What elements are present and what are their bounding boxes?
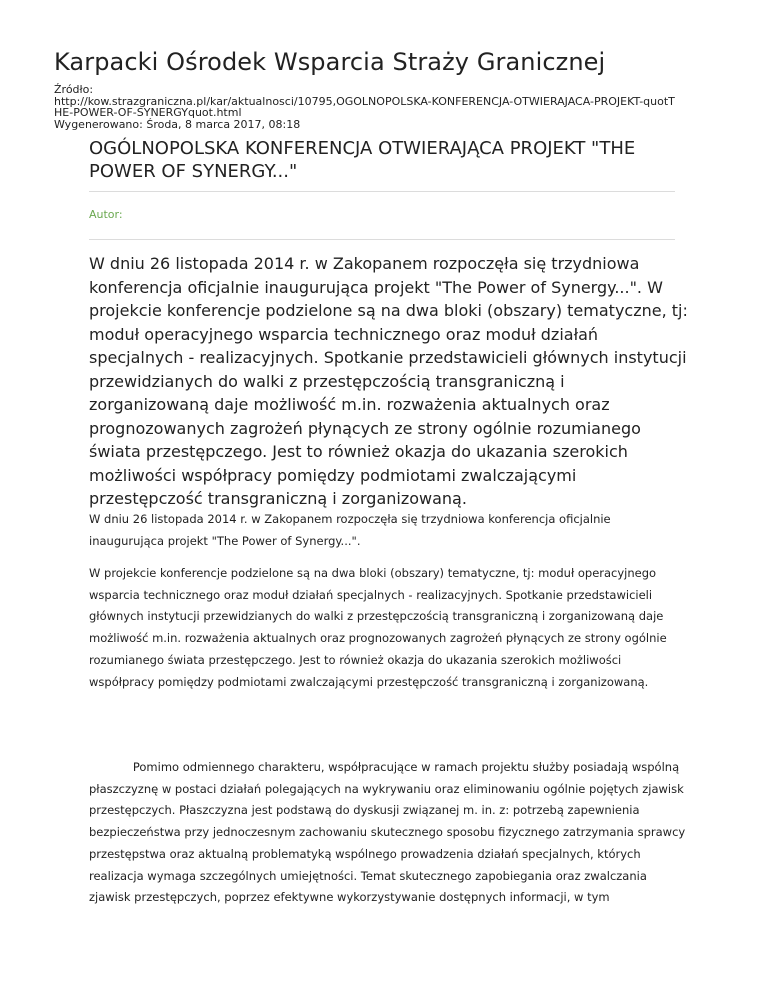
article-title: OGÓLNOPOLSKA KONFERENCJA OTWIERAJĄCA PROJEKT "THE POWER OF SYNERGY..." [89,138,636,182]
article-paragraph-1: W dniu 26 listopada 2014 r. w Zakopanem rozpoczęła się trzydniowa konferencja oficjalnie inaugurująca projekt "The Power of Synergy...". [89,512,611,548]
article-paragraph-3: Pomimo odmiennego charakteru, współpracujące w ramach projektu służby posiadają wspólną płaszczyznę w postaci działań polegających na wykrywaniu oraz eliminowaniu ogólnie pojętych zjawisk przestępczych. Płaszczyzna jest podstawą do dyskusji związanej m. in. z: potrzebą zapewnienia bezpieczeństwa przy jednoczesnym zachowaniu skutecznego sposobu fizycznego zatrzymania sprawcy przestępstwa oraz aktualną problematyką wspólnego prowadzenia działań specjalnych, których realizacja wymaga szczególnych umiejętności. Temat skutecznego zapobiegania oraz zwalczania zjawisk przestępczych, poprzez efektywne wykorzystywanie dostępnych informacji, w tym [89,760,686,905]
article-lead: W dniu 26 listopada 2014 r. w Zakopanem rozpoczęła się trzydniowa konferencja oficjalnie inaugurująca projekt "The Power of Synergy...". W projekcie konferencje podzielone są na dwa bloki (obszary) tematyczne, tj: moduł operacyjnego wsparcia technicznego oraz moduł działań specjalnych - realizacyjnych. Spotkanie przedstawicieli głównych instytucji przewidzianych do walki z przestępczością transgraniczną i zorganizowaną daje możliwość m.in. rozważenia aktualnych oraz prognozowanych zagrożeń płynących ze strony ogólnie rozumianego świata przestępczego. Jest to również okazja do ukazania szerokich możliwości współpracy pomiędzy podmiotami zwalczającymi przestępczość transgraniczną i zorganizowaną. [89,254,688,508]
generated-date: Wygenerowano: Środa, 8 marca 2017, 08:18 [54,117,301,131]
author-label: Autor: [89,208,123,221]
document-meta [54,84,744,130]
site-title: Karpacki Ośrodek Wsparcia Straży Granicznej [54,48,606,76]
source-url-line-1[interactable]: http://kow.strazgraniczna.pl/kar/aktualnosci/10795,OGOLNOPOLSKA-KONFERENCJA-OTWIERAJACA-PROJEKT-quotT [54,94,675,108]
article-paragraph-2: W projekcie konferencje podzielone są na dwa bloki (obszary) tematyczne, tj: moduł operacyjnego wsparcia technicznego oraz moduł działań specjalnych - realizacyjnych. Spotkanie przedstawicieli głównych instytucji przewidzianych do walki z przestępczością transgraniczną i zorganizowaną daje możliwość m.in. rozważenia aktualnych oraz prognozowanych zagrożeń płynących ze strony ogólnie rozumianego świata przestępczego. Jest to również okazja do ukazania szerokich możliwości współpracy pomiędzy podmiotami zwalczającymi przestępczość transgraniczną i zorganizowaną. [89,566,667,689]
source-url-line-2[interactable]: HE-POWER-OF-SYNERGYquot.html [54,106,242,119]
divider-top [89,191,675,192]
source-label: Źródło: [54,83,94,96]
divider-bottom [89,239,675,240]
